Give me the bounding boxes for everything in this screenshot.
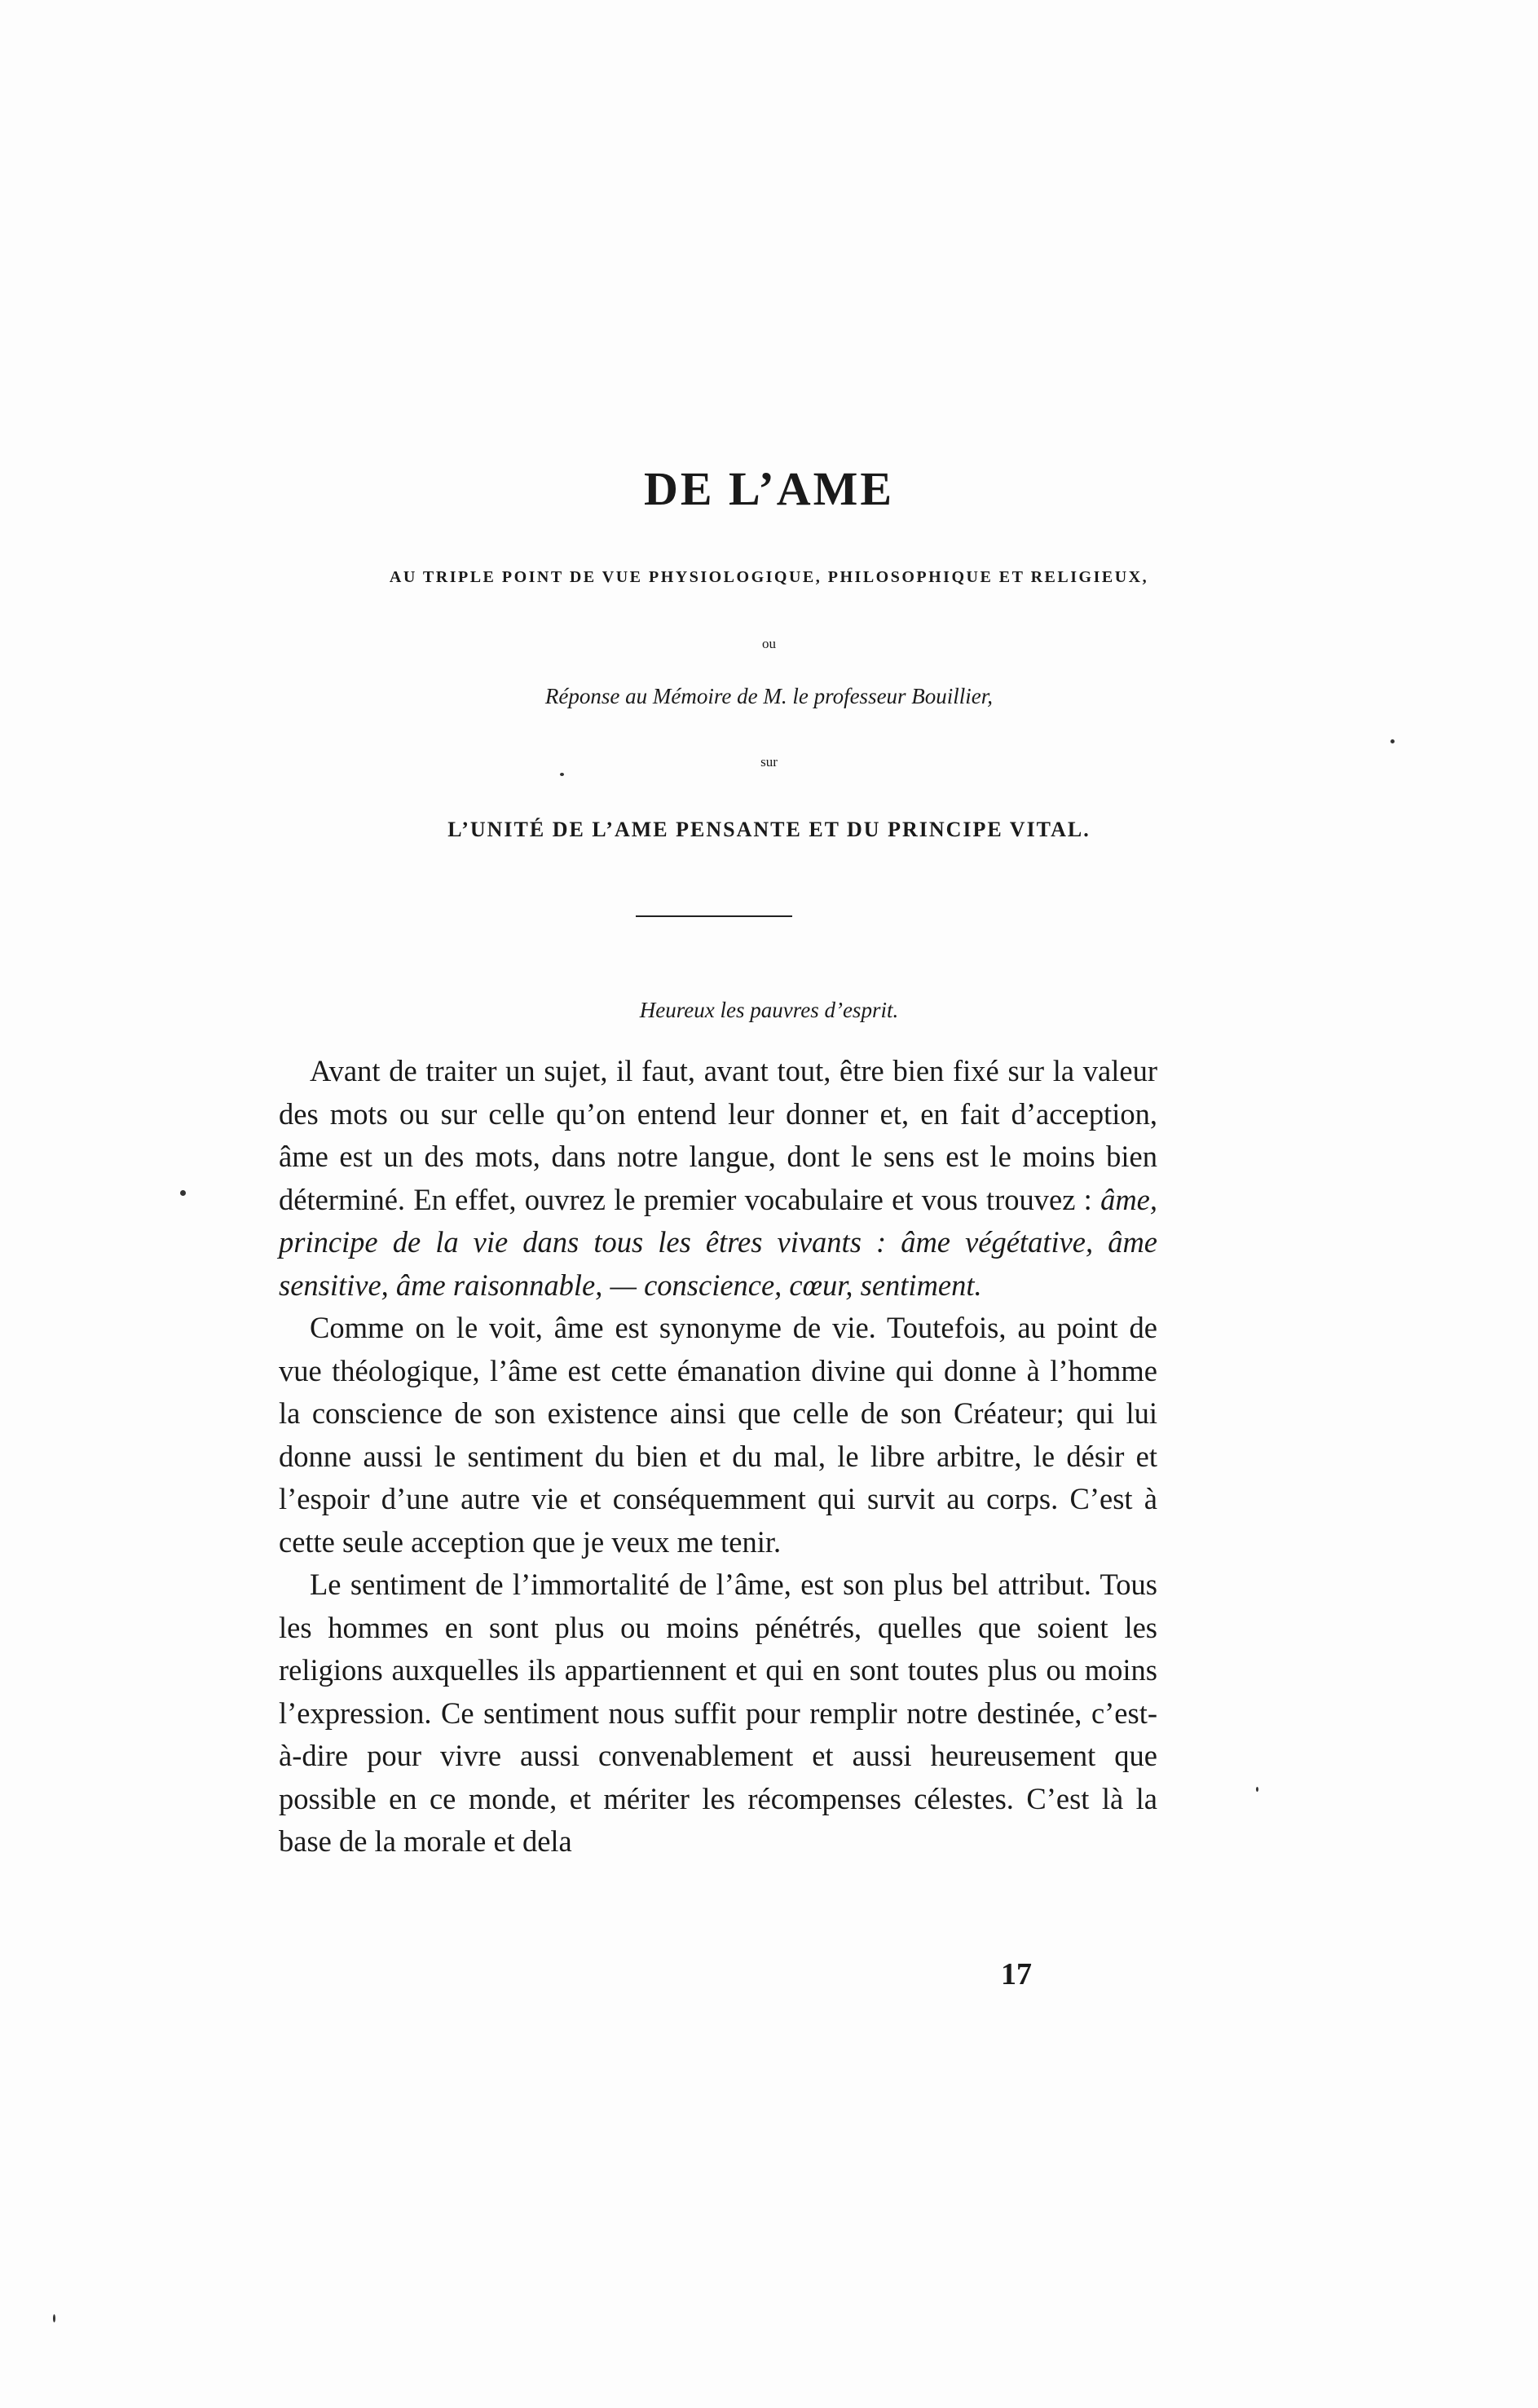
scan-speck bbox=[1390, 739, 1395, 743]
paragraph-3: Le sentiment de l’immortalité de l’âme, est son plus bel attribut. Tous les hommes en sont plus ou moins pénétrés, quelles que soient les religions auxquelles ils appartiennent et qui en sont toutes plus ou moins l’expression. Ce sentiment nous suffit pour remplir notre destinée, c’est-à-dire pour vivre aussi convenablement et aussi heureusement que possible en ce monde, et mériter les récompenses célestes. C’est là la base de la morale et dela bbox=[279, 1568, 1157, 1858]
paragraph-2: Comme on le voit, âme est synonyme de vie. Toutefois, au point de vue théologique, l’âme est cette émanation divine qui donne à l’homme la conscience de son existence ainsi que celle de son Créateur; qui lui donne aussi le sentiment du bien et du mal, le libre arbitre, le désir et l’espoir d’une autre vie et conséquemment qui survit au corps. C’est à cette seule acception que je veux me tenir. bbox=[279, 1311, 1157, 1559]
paragraph-1-text: Avant de traiter un sujet, il faut, avant tout, être bien fixé sur la valeur des mots ou sur celle qu’on entend leur donner et, en fait d’acception, âme est un des mots, dans notre langue, dont le sens est le moins bien déterminé. En effet, ouvrez le premier vocabulaire et vous trouvez : bbox=[279, 1054, 1157, 1216]
page-number: 17 bbox=[1001, 1957, 1032, 1991]
section-divider bbox=[636, 915, 792, 917]
scan-speck bbox=[1256, 1787, 1258, 1792]
paragraph-1-definition: âme, principe de la vie dans tous les êtres vivants : âme végétative, âme sensitive, âme raisonnable, — conscience, cœur, sentiment. bbox=[279, 1182, 1157, 1302]
chapter-title: DE L’AME bbox=[643, 462, 895, 515]
connector-ou: ou bbox=[762, 636, 776, 651]
connector-sur: sur bbox=[760, 754, 778, 770]
response-line: Réponse au Mémoire de M. le professeur Bouillier, bbox=[544, 684, 994, 708]
body-text bbox=[279, 1050, 1157, 1863]
scan-speck bbox=[180, 1190, 186, 1196]
chapter-subtitle: AU TRIPLE POINT DE VUE PHYSIOLOGIQUE, PHILOSOPHIQUE ET RELIGIEUX, bbox=[389, 568, 1149, 586]
epigraph: Heureux les pauvres d’esprit. bbox=[639, 998, 899, 1022]
paragraph-1 bbox=[279, 1050, 1157, 1307]
scan-speck bbox=[53, 2314, 55, 2322]
unity-heading: L’UNITÉ DE L’AME PENSANTE ET DU PRINCIPE VITAL. bbox=[447, 818, 1091, 841]
scan-speck bbox=[560, 773, 564, 776]
